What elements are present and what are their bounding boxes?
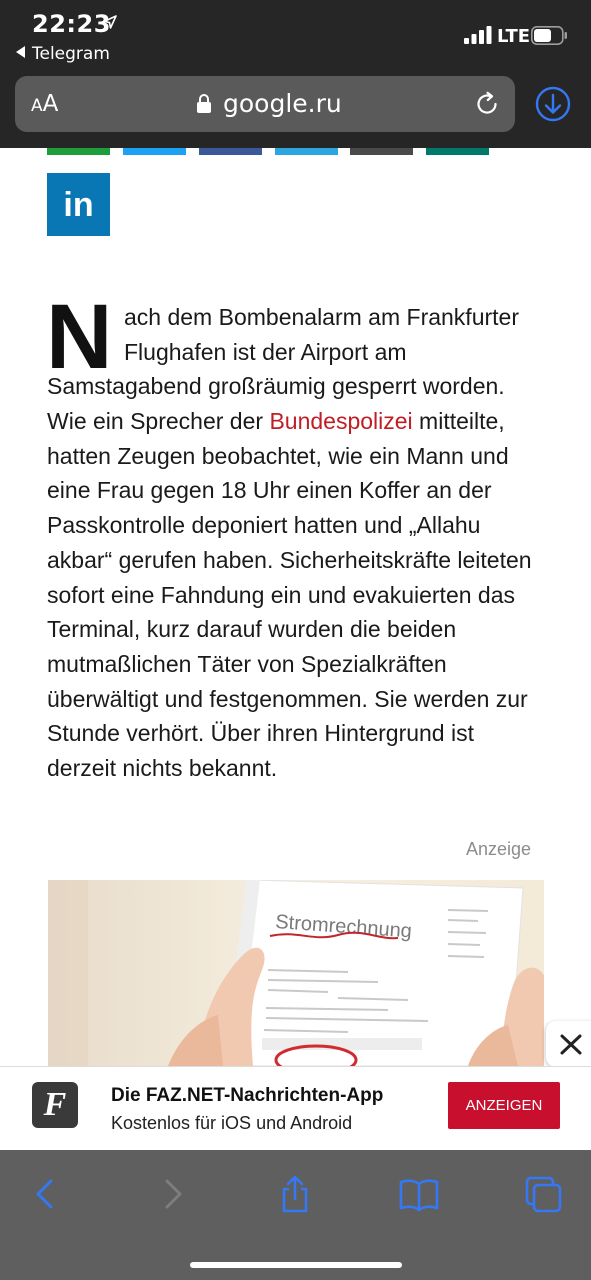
article-line: Passkontrolle deponiert hatten und „Allahu <box>47 512 481 539</box>
share-button-email[interactable] <box>350 148 413 155</box>
linkedin-icon: in <box>63 186 94 224</box>
share-button-telegram[interactable] <box>275 148 338 155</box>
back-triangle-icon <box>16 46 25 58</box>
address-bar[interactable] <box>15 76 515 132</box>
article-line: eine Frau gegen 18 Uhr einen Koffer an der <box>47 477 492 504</box>
home-indicator <box>190 1262 402 1268</box>
url-domain: google.ru <box>223 89 342 118</box>
share-button-linkedin[interactable] <box>47 173 110 236</box>
article-line: Terminal, kurz darauf wurden die beiden <box>47 616 457 643</box>
battery-icon <box>531 26 568 45</box>
article-line: mutmaßlichen Täter von Spezialkräften <box>47 650 447 677</box>
article-line: hatten Zeugen beobachtet, wie ein Mann und <box>47 442 509 469</box>
bookmarks-icon[interactable] <box>399 1174 439 1214</box>
share-icon[interactable] <box>275 1174 315 1214</box>
article-line: Wie ein Sprecher der Bundespolizei mitteilte, <box>47 408 505 435</box>
bundespolizei-link[interactable]: Bundespolizei <box>269 408 413 435</box>
browser-chrome <box>0 0 591 148</box>
article-line: Flughafen ist der Airport am <box>124 338 407 365</box>
share-button-whatsapp[interactable] <box>47 148 110 155</box>
article-line: akbar“ gerufen haben. Sicherheitskräfte leiteten <box>47 546 532 573</box>
lock-icon <box>196 93 212 113</box>
share-button-twitter[interactable] <box>123 148 186 155</box>
cellular-signal-icon <box>464 26 492 44</box>
app-promo-subtitle: Kostenlos für iOS und Android <box>111 1113 353 1133</box>
ad-image[interactable] <box>48 880 544 1066</box>
ad-close-button[interactable] <box>546 1021 591 1067</box>
status-time: 22:23 <box>32 10 111 38</box>
back-app-label: Telegram <box>32 44 110 64</box>
article-body <box>47 300 547 786</box>
text-size-button[interactable]: AA <box>31 91 59 117</box>
share-button-xing[interactable] <box>426 148 489 155</box>
network-type: LTE <box>497 26 531 47</box>
app-promo-title: Die FAZ.NET-Nachrichten-App <box>111 1085 384 1106</box>
dropcap: N <box>46 286 113 388</box>
ad-illustration <box>48 880 544 1066</box>
app-promo-banner <box>0 1066 591 1150</box>
article-line: überwältigt und festgenommen. Sie werden zur <box>47 685 528 712</box>
article-line: Samstagabend großräumig gesperrt worden. <box>47 373 505 400</box>
close-icon <box>546 1021 591 1067</box>
tabs-icon[interactable] <box>523 1174 563 1214</box>
app-promo-button[interactable]: ANZEIGEN <box>448 1082 560 1129</box>
article-line: derzeit nichts bekannt. <box>47 754 278 781</box>
back-icon[interactable] <box>26 1174 66 1214</box>
location-arrow-icon <box>102 14 118 30</box>
article-line: Stunde verhört. Über ihren Hintergrund ist <box>47 720 474 747</box>
article-line: sofort eine Fahndung ein und evakuierten das <box>47 581 515 608</box>
share-button-facebook[interactable] <box>199 148 262 155</box>
article-line: ach dem Bombenalarm am Frankfurter <box>124 304 519 330</box>
faz-logo-icon: F <box>32 1082 78 1128</box>
forward-icon[interactable] <box>152 1174 192 1214</box>
back-to-app[interactable] <box>16 44 110 64</box>
safari-toolbar <box>0 1150 591 1280</box>
ad-label: Anzeige <box>466 839 532 859</box>
ad-document-title: Stromrechnung <box>274 911 413 943</box>
download-icon[interactable] <box>535 86 571 122</box>
reload-icon[interactable] <box>474 91 500 117</box>
